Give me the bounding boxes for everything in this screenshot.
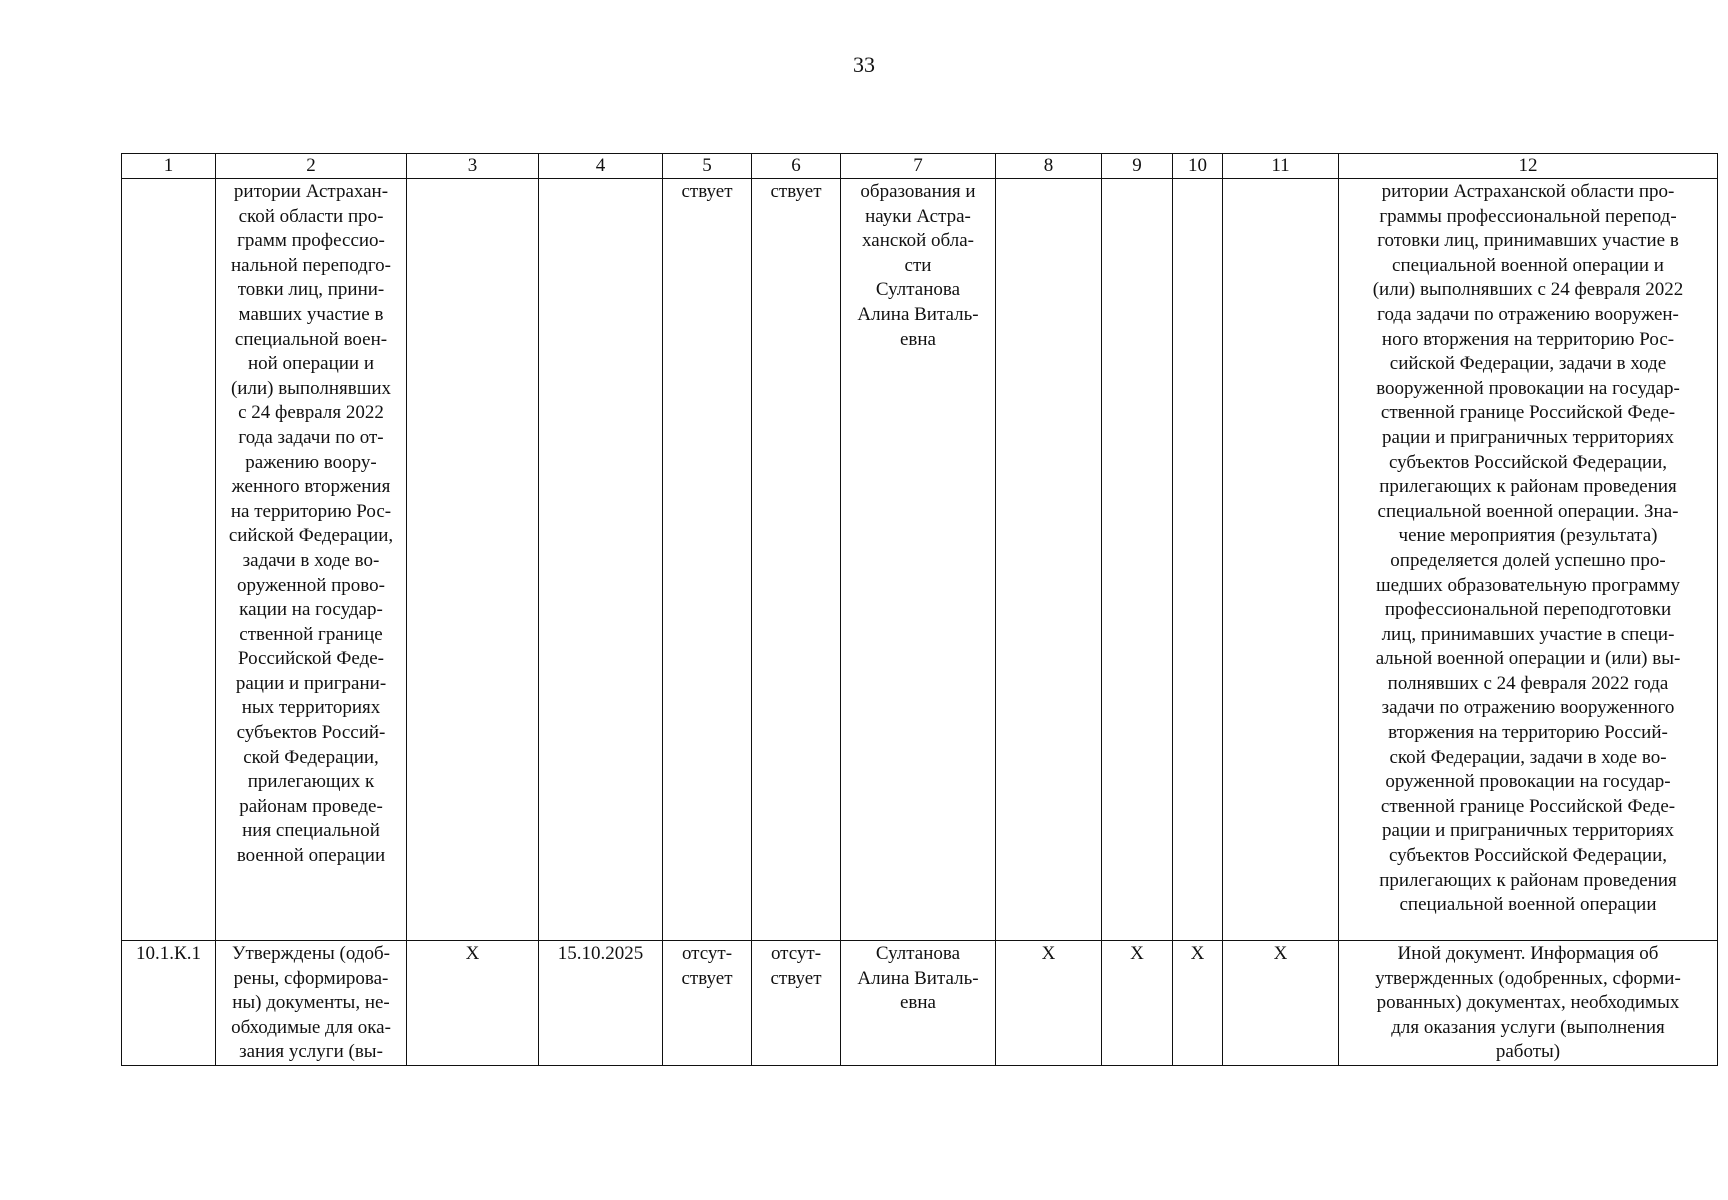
cell-col6: ствует xyxy=(752,179,841,941)
cell-col10 xyxy=(1173,179,1223,941)
column-header: 10 xyxy=(1173,154,1223,179)
row-number-cell: 10.1.К.1 xyxy=(122,941,216,1066)
row-number-cell xyxy=(122,179,216,941)
column-header: 2 xyxy=(216,154,407,179)
column-header: 7 xyxy=(841,154,996,179)
column-header: 8 xyxy=(996,154,1102,179)
cell-col6: отсут- ствует xyxy=(752,941,841,1066)
result-name-cell: ритории Астрахан- ской области про- грамм профессио- нальной переподго- товки лиц, прини- мавших участие в специальной воен- ной операции и (или) выполнявших с 24 февраля 2022 года задачи по от- ражению воору- женного вторжения на территорию Рос- сийской Федерации, задачи в ходе во- оруженной прово- кации на государ- ственной границе Российской Феде- рации и приграни- ных территориях субъектов Россий- ской Федерации, прилегающих к районам проведе- ния специальной военной операции xyxy=(216,179,407,941)
cell-col3: X xyxy=(407,941,539,1066)
cell-col8: X xyxy=(996,941,1102,1066)
responsible-cell: образования и науки Астра- ханской обла- сти Султанова Алина Виталь- евна xyxy=(841,179,996,941)
column-header: 3 xyxy=(407,154,539,179)
table-row xyxy=(122,179,1718,941)
cell-col9 xyxy=(1102,179,1173,941)
date-cell xyxy=(539,179,663,941)
table-row xyxy=(122,941,1718,1066)
cell-col8 xyxy=(996,179,1102,941)
column-header: 4 xyxy=(539,154,663,179)
responsible-cell: Султанова Алина Виталь- евна xyxy=(841,941,996,1066)
cell-col11 xyxy=(1223,179,1339,941)
result-name-cell: Утверждены (одоб- рены, сформирова- ны) документы, не- обходимые для ока- зания услуги (вы- xyxy=(216,941,407,1066)
plan-table xyxy=(121,153,1718,1066)
date-cell: 15.10.2025 xyxy=(539,941,663,1066)
description-cell: Иной документ. Информация об утвержденных (одобренных, сформи- рованных) документах, необходимых для оказания услуги (выполнения работы) xyxy=(1339,941,1718,1066)
column-header: 1 xyxy=(122,154,216,179)
column-header: 9 xyxy=(1102,154,1173,179)
column-header: 6 xyxy=(752,154,841,179)
page-number: 33 xyxy=(853,52,875,77)
cell-col11: X xyxy=(1223,941,1339,1066)
cell-col5: ствует xyxy=(663,179,752,941)
cell-col10: X xyxy=(1173,941,1223,1066)
column-header: 12 xyxy=(1339,154,1718,179)
column-header: 5 xyxy=(663,154,752,179)
column-header: 11 xyxy=(1223,154,1339,179)
cell-col5: отсут- ствует xyxy=(663,941,752,1066)
description-cell: ритории Астраханской области про- граммы профессиональной перепод- готовки лиц, принимавших участие в специальной военной операции и (или) выполнявших с 24 февраля 2022 года задачи по отражению вооружен- ного вторжения на территорию Рос- сийской Федерации, задачи в ходе вооруженной провокации на государ- ственной границе Российской Феде- рации и приграничных территориях субъектов Российской Федерации, прилегающих к районам проведения специальной военной операции. Зна- чение мероприятия (результата) определяется долей успешно про- шедших образовательную программу профессиональной переподготовки лиц, принимавших участие в специ- альной военной операции и (или) вы- полнявших с 24 февраля 2022 года задачи по отражению вооруженного вторжения на территорию Россий- ской Федерации, задачи в ходе во- оруженной провокации на государ- ственной границе Российской Феде- рации и приграничных территориях субъектов Российской Федерации, прилегающих к районам проведения специальной военной операции xyxy=(1339,179,1718,941)
table-header-row xyxy=(122,154,1718,179)
cell-col3 xyxy=(407,179,539,941)
cell-col9: X xyxy=(1102,941,1173,1066)
